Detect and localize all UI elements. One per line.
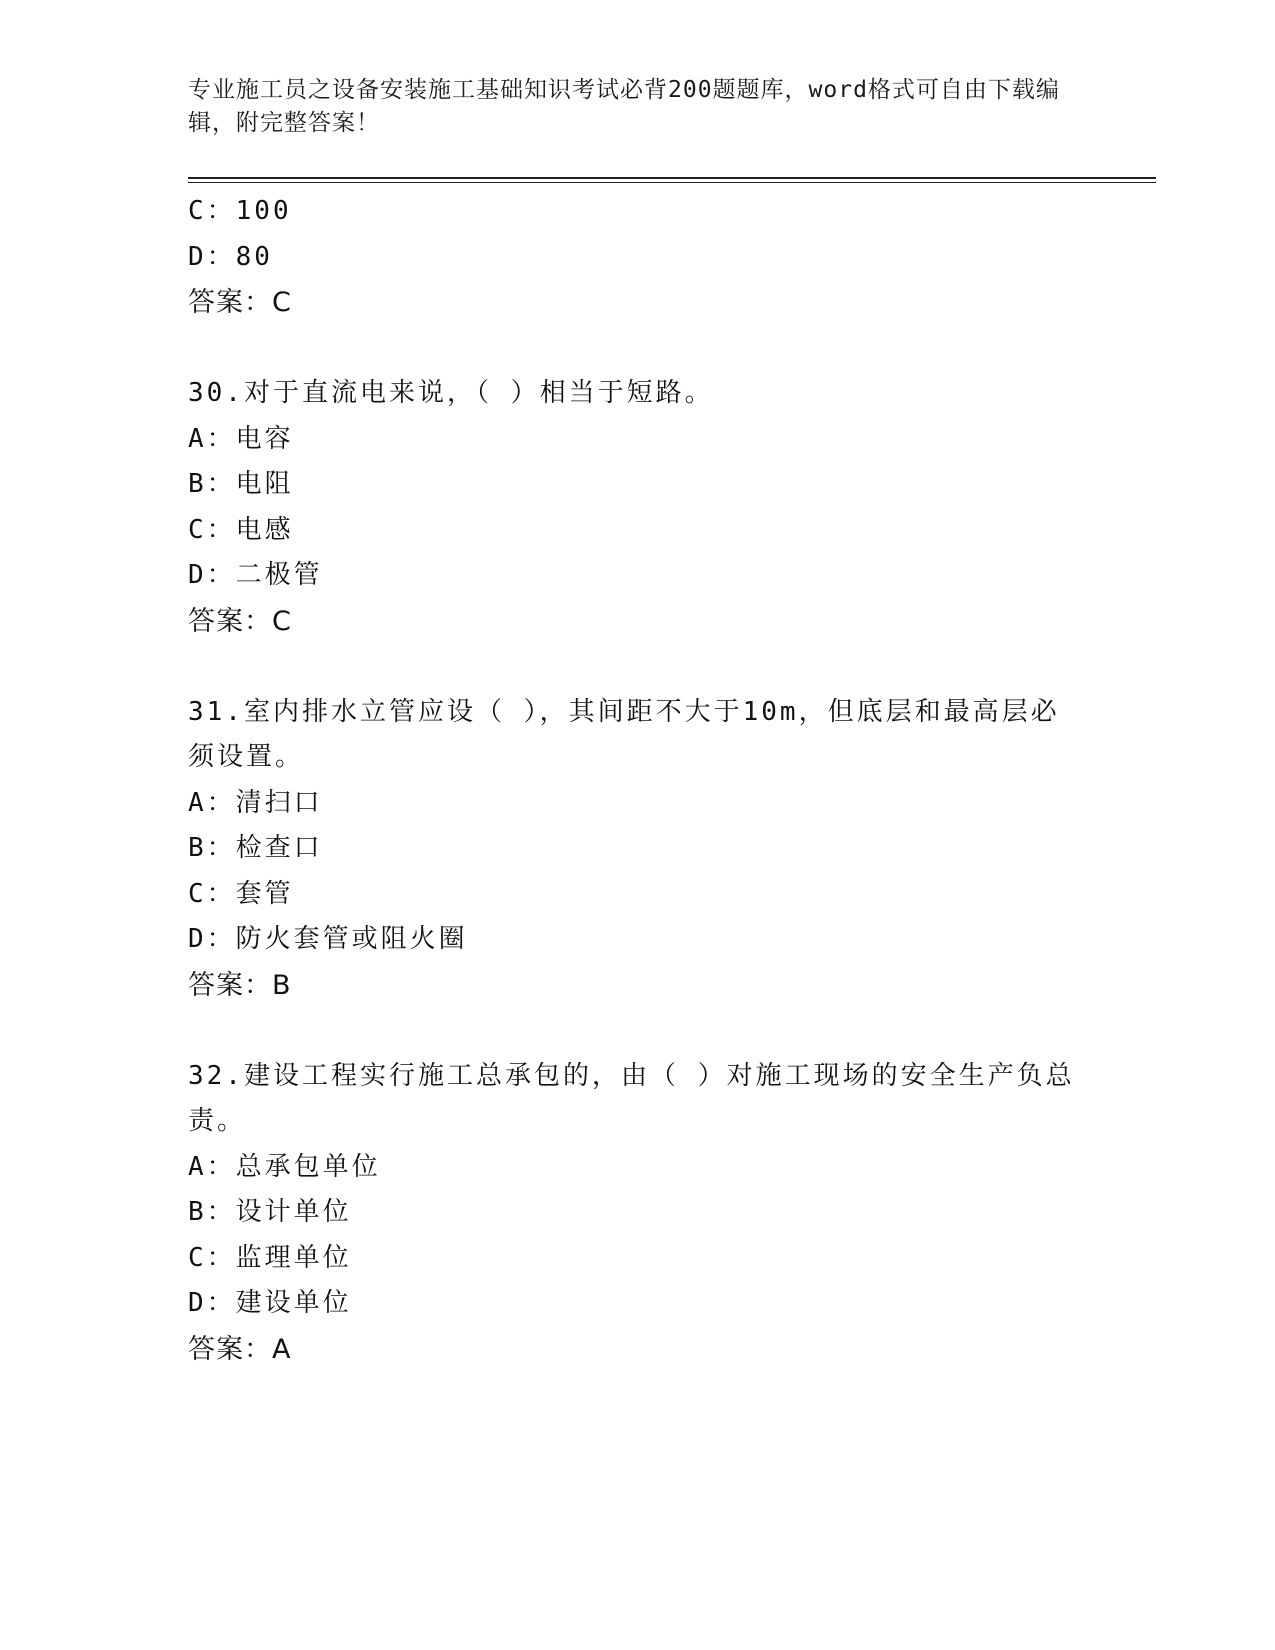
question-block-30: [188, 371, 1088, 644]
option-d: D：防火套管或阻火圈: [188, 924, 468, 954]
question-content: [188, 189, 1088, 1372]
answer-line: 答案：A: [188, 1333, 292, 1365]
option-a: A：电容: [188, 423, 294, 454]
option-d: D：二极管: [188, 560, 323, 590]
answer-line: 答案：C: [188, 605, 292, 637]
answer-line: 答案：B: [188, 969, 292, 1001]
spacer: [188, 1008, 1088, 1054]
header-divider-thick: [188, 177, 1156, 179]
question-block-32: [188, 1054, 1088, 1373]
option-d: D：80: [188, 241, 273, 272]
spacer: [188, 644, 1088, 690]
document-header: 专业施工员之设备安装施工基础知识考试必背200题题库，word格式可自由下载编辑，附完整答案！: [188, 77, 1060, 136]
option-b: B：电阻: [188, 469, 294, 499]
question-stem: 32.建设工程实行施工总承包的，由（ ）对施工现场的安全生产负总责。: [188, 1060, 1075, 1136]
option-c: C：电感: [188, 514, 294, 545]
question-stem: 31.室内排水立管应设（ ），其间距不大于10m，但底层和最高层必须设置。: [188, 696, 1060, 772]
answer-line: 答案：C: [188, 287, 292, 318]
option-a: A：总承包单位: [188, 1151, 381, 1182]
question-stem: 30.对于直流电来说，（ ）相当于短路。: [188, 378, 714, 408]
header-divider-thin: [188, 182, 1156, 183]
option-c: C：套管: [188, 878, 294, 909]
option-b: B：设计单位: [188, 1197, 352, 1227]
option-c: C：监理单位: [188, 1242, 352, 1273]
spacer: [188, 326, 1088, 372]
question-block-31: [188, 690, 1088, 1009]
option-a: A：清扫口: [188, 787, 323, 818]
option-d: D：建设单位: [188, 1288, 352, 1318]
option-b: B：检查口: [188, 833, 323, 863]
option-c: C：100: [188, 196, 292, 226]
